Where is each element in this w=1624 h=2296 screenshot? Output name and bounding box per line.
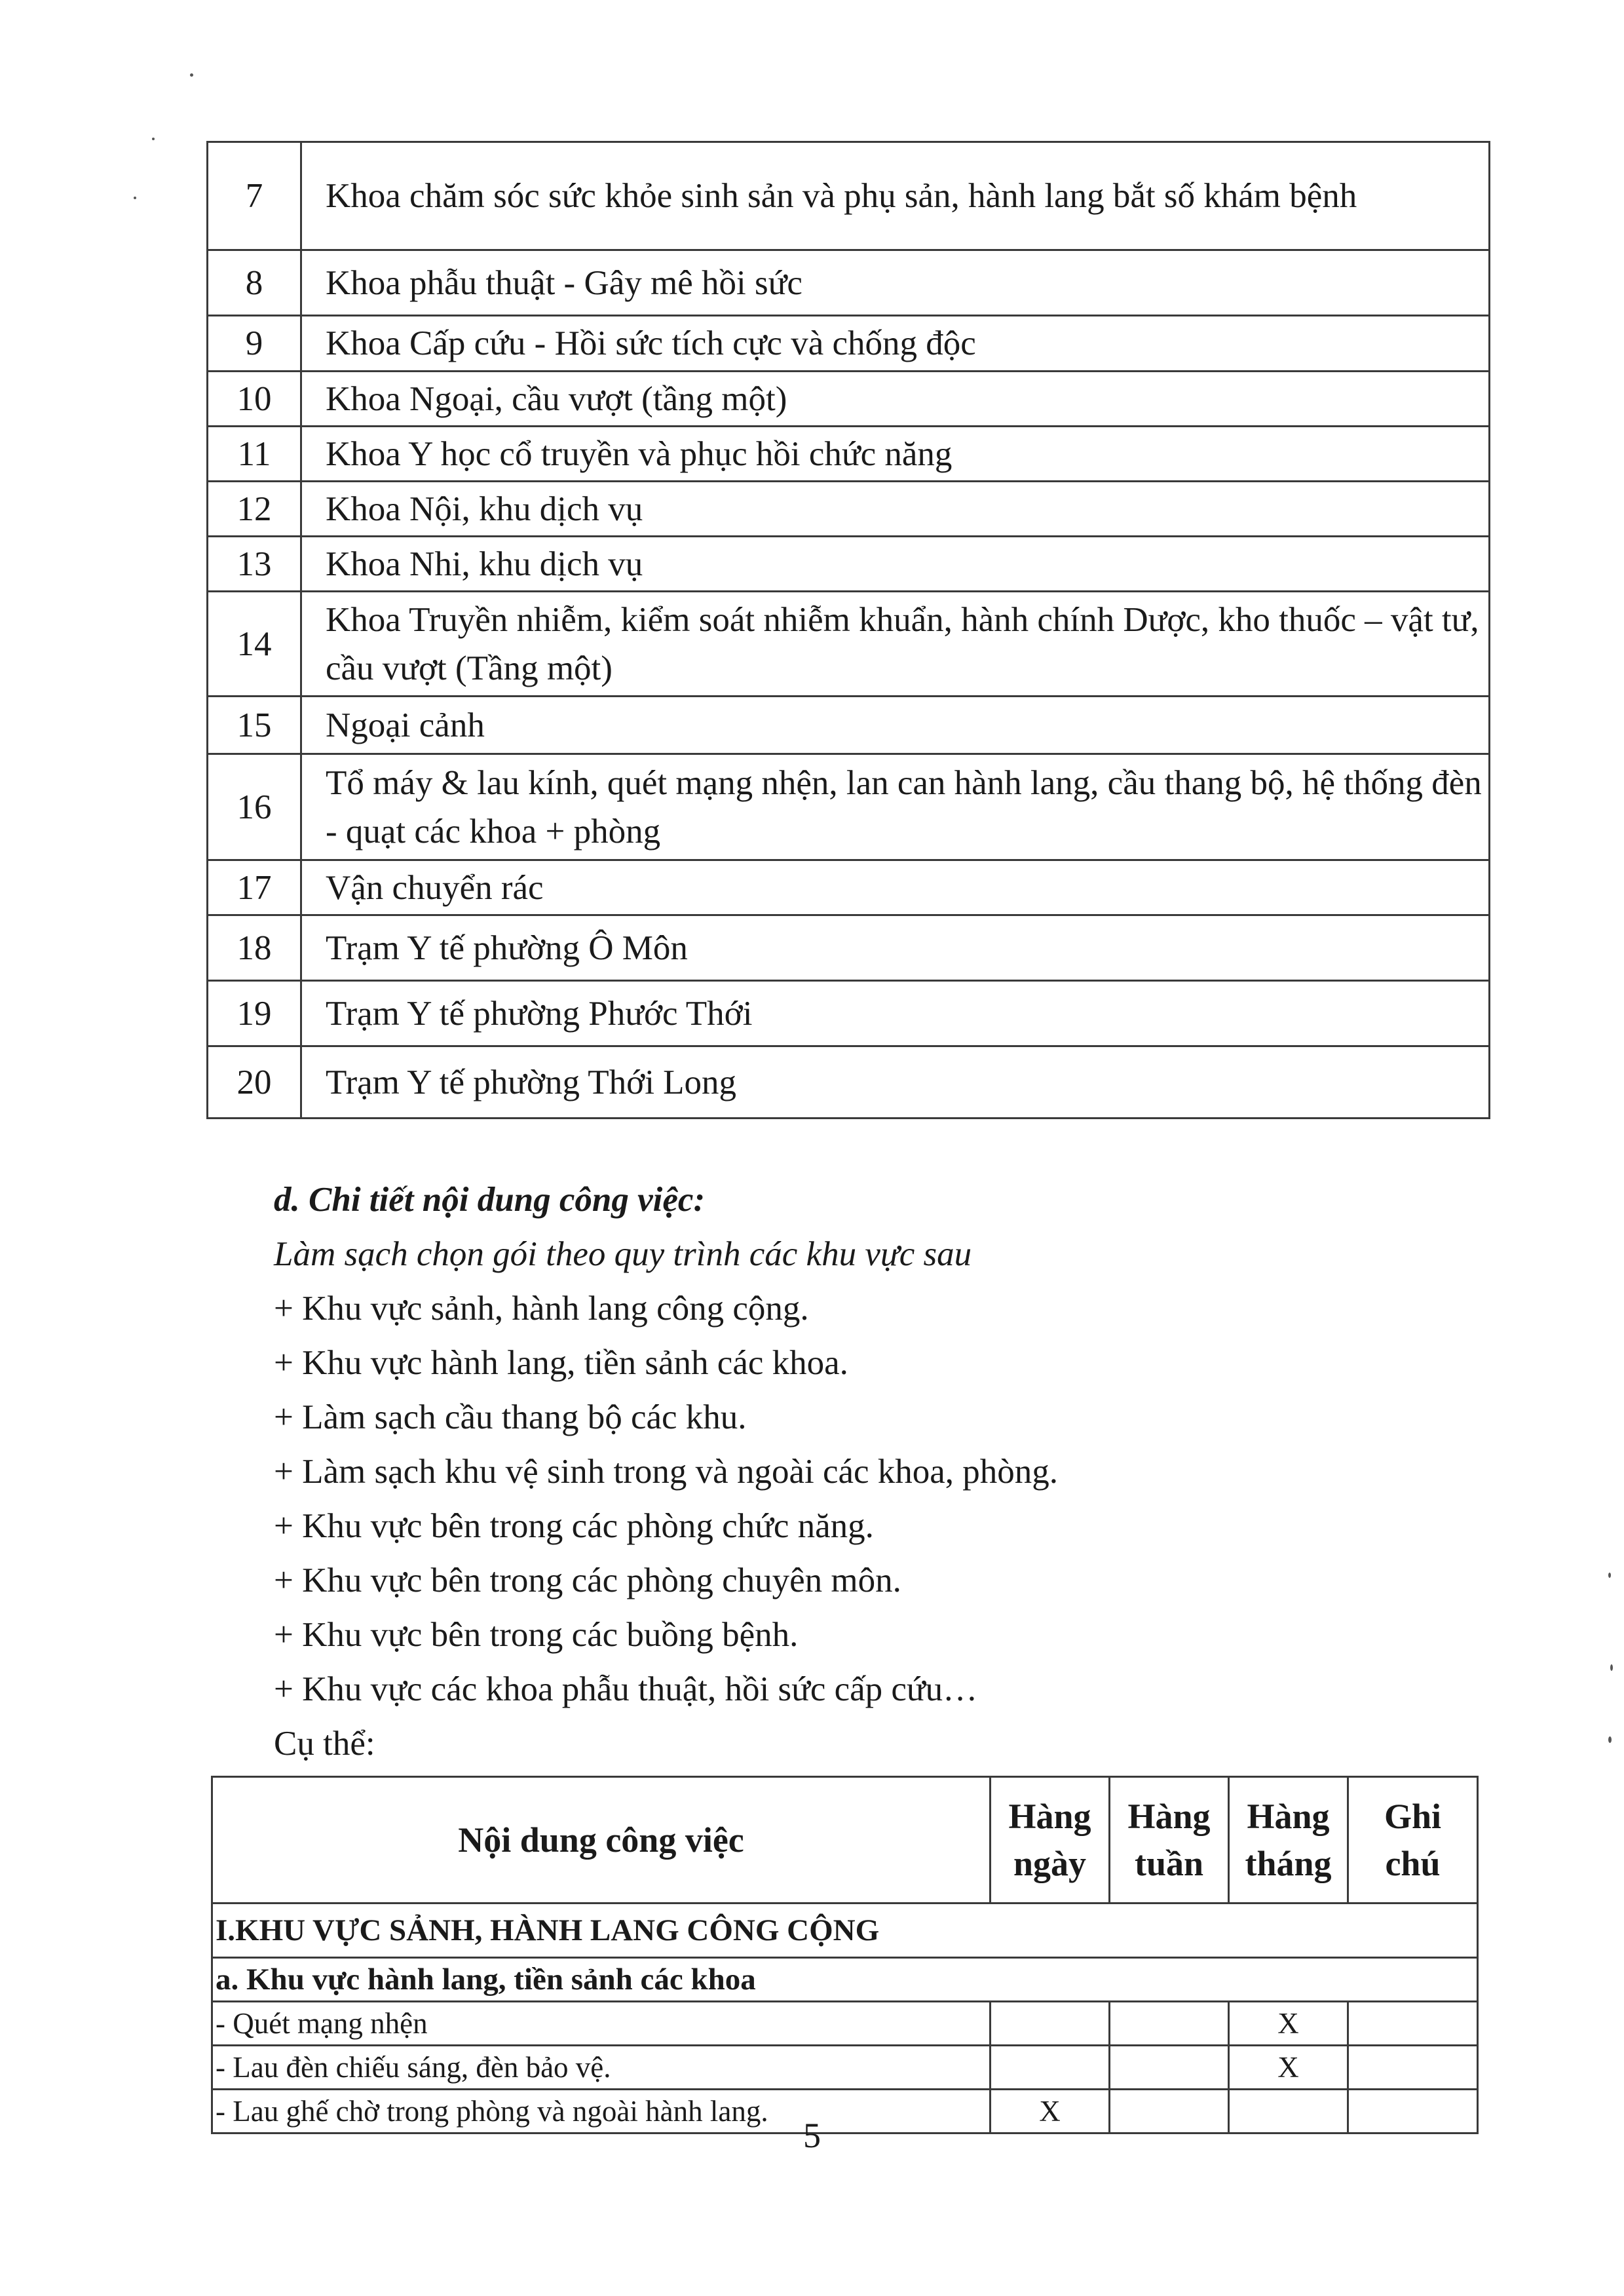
details-item: + Khu vực các khoa phẫu thuật, hồi sức cấp cứu…	[274, 1670, 978, 1708]
scan-speck	[1608, 1736, 1612, 1743]
header-daily	[991, 1777, 1110, 1904]
area-row	[208, 1046, 1490, 1119]
task-name: - Lau đèn chiếu sáng, đèn bảo vệ.	[212, 2046, 991, 2090]
scan-speck	[190, 73, 193, 77]
area-number: 14	[208, 592, 301, 697]
details-item: + Khu vực bên trong các phòng chuyên môn.	[274, 1561, 901, 1599]
subsection-row	[212, 1958, 1478, 2002]
work-table-header-row	[212, 1777, 1478, 1904]
details-item: + Làm sạch cầu thang bộ các khu.	[274, 1398, 747, 1436]
area-name: Khoa Nhi, khu dịch vụ	[301, 537, 1490, 592]
header-note-line-2: chú	[1385, 1844, 1441, 1883]
task-daily-mark	[991, 2002, 1110, 2046]
header-weekly	[1110, 1777, 1229, 1904]
area-row	[208, 427, 1490, 482]
area-row	[208, 250, 1490, 316]
area-number: 16	[208, 754, 301, 860]
scan-speck	[1608, 1573, 1611, 1578]
subsection-title: a. Khu vực hành lang, tiền sảnh các khoa	[212, 1958, 1478, 2002]
task-daily-mark	[991, 2046, 1110, 2090]
area-row	[208, 981, 1490, 1046]
header-weekly-line-2: tuần	[1134, 1844, 1204, 1883]
area-number: 10	[208, 372, 301, 427]
task-row	[212, 2002, 1478, 2046]
header-monthly	[1229, 1777, 1348, 1904]
scan-speck	[1610, 1664, 1613, 1671]
page-number: 5	[803, 2116, 821, 2155]
details-item: + Khu vực sảnh, hành lang công cộng.	[274, 1290, 809, 1328]
details-intro: Làm sạch chọn gói theo quy trình các khu vực sau	[274, 1235, 972, 1273]
area-row	[208, 915, 1490, 981]
area-row	[208, 754, 1490, 860]
section-title: I.KHU VỰC SẢNH, HÀNH LANG CÔNG CỘNG	[212, 1904, 1478, 1958]
area-number: 12	[208, 482, 301, 537]
work-schedule-table	[211, 1776, 1479, 2134]
area-row	[208, 142, 1490, 250]
areas-table-body	[208, 142, 1490, 1119]
task-daily-mark: X	[991, 2090, 1110, 2133]
area-name: Khoa Truyền nhiễm, kiểm soát nhiễm khuẩn, hành chính Dược, kho thuốc – vật tư, cầu vượt (Tầng một)	[301, 592, 1490, 697]
area-name: Khoa Nội, khu dịch vụ	[301, 482, 1490, 537]
details-item: + Khu vực hành lang, tiền sảnh các khoa.	[274, 1344, 848, 1382]
header-note	[1348, 1777, 1478, 1904]
area-number: 20	[208, 1046, 301, 1119]
area-name: Trạm Y tế phường Ô Môn	[301, 915, 1490, 981]
area-name: Vận chuyển rác	[301, 860, 1490, 915]
area-number: 8	[208, 250, 301, 316]
section-row	[212, 1904, 1478, 1958]
area-row	[208, 537, 1490, 592]
area-name: Khoa phẫu thuật - Gây mê hồi sức	[301, 250, 1490, 316]
task-name: - Lau ghế chờ trong phòng và ngoài hành lang.	[212, 2090, 991, 2133]
task-weekly-mark	[1110, 2046, 1229, 2090]
task-weekly-mark	[1110, 2002, 1229, 2046]
area-row	[208, 860, 1490, 915]
task-monthly-mark: X	[1229, 2002, 1348, 2046]
area-number: 13	[208, 537, 301, 592]
area-name: Khoa Cấp cứu - Hồi sức tích cực và chống độc	[301, 316, 1490, 372]
area-name: Khoa Ngoại, cầu vượt (tầng một)	[301, 372, 1490, 427]
area-name: Khoa chăm sóc sức khỏe sinh sản và phụ sản, hành lang bắt số khám bệnh	[301, 142, 1490, 250]
area-number: 19	[208, 981, 301, 1046]
details-item: + Khu vực bên trong các buồng bệnh.	[274, 1616, 799, 1654]
details-specific-label: Cụ thể:	[274, 1725, 375, 1763]
details-heading: d. Chi tiết nội dung công việc:	[274, 1181, 706, 1219]
area-number: 7	[208, 142, 301, 250]
header-daily-line-1: Hàng	[1008, 1797, 1091, 1836]
area-number: 18	[208, 915, 301, 981]
area-row	[208, 372, 1490, 427]
area-name: Trạm Y tế phường Thới Long	[301, 1046, 1490, 1119]
area-name: Khoa Y học cổ truyền và phục hồi chức năng	[301, 427, 1490, 482]
area-number: 11	[208, 427, 301, 482]
details-item: + Khu vực bên trong các phòng chức năng.	[274, 1507, 874, 1545]
task-row	[212, 2046, 1478, 2090]
header-monthly-line-2: tháng	[1245, 1844, 1332, 1883]
task-monthly-mark: X	[1229, 2046, 1348, 2090]
area-name: Ngoại cảnh	[301, 697, 1490, 754]
header-weekly-line-1: Hàng	[1127, 1797, 1211, 1836]
scan-speck	[152, 138, 155, 140]
area-number: 9	[208, 316, 301, 372]
header-monthly-line-1: Hàng	[1247, 1797, 1330, 1836]
header-daily-line-2: ngày	[1013, 1844, 1087, 1883]
area-row	[208, 592, 1490, 697]
area-row	[208, 482, 1490, 537]
area-row	[208, 697, 1490, 754]
area-number: 15	[208, 697, 301, 754]
scan-speck	[134, 197, 136, 199]
task-name: - Quét mạng nhện	[212, 2002, 991, 2046]
header-note-line-1: Ghi	[1384, 1797, 1442, 1836]
area-name: Tổ máy & lau kính, quét mạng nhện, lan can hành lang, cầu thang bộ, hệ thống đèn - quạt các khoa + phòng	[301, 754, 1490, 860]
task-note	[1348, 2046, 1478, 2090]
details-item: + Làm sạch khu vệ sinh trong và ngoài các khoa, phòng.	[274, 1453, 1059, 1491]
areas-table	[206, 141, 1490, 1119]
area-row	[208, 316, 1490, 372]
header-content: Nội dung công việc	[212, 1777, 991, 1904]
area-number: 17	[208, 860, 301, 915]
work-details-section	[274, 1173, 1453, 1771]
area-name: Trạm Y tế phường Phước Thới	[301, 981, 1490, 1046]
task-note	[1348, 2002, 1478, 2046]
